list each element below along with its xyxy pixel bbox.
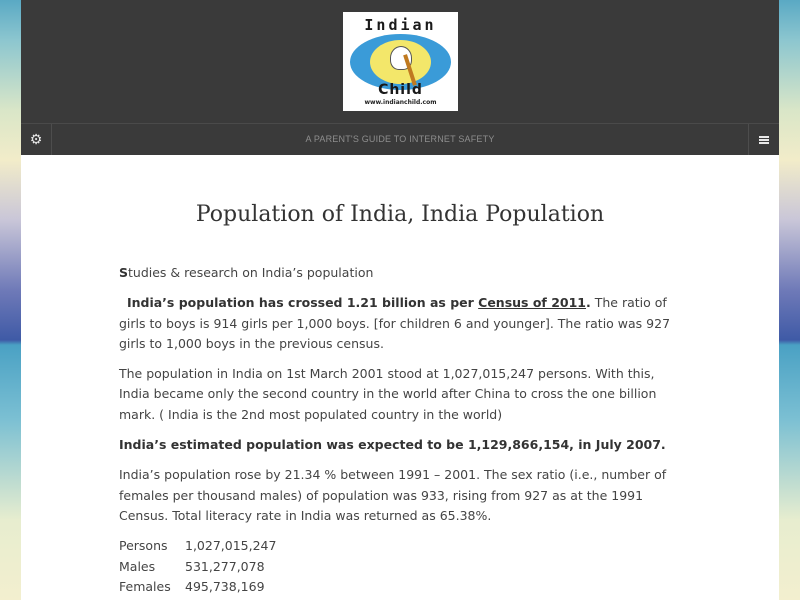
page-title: Population of India, India Population (195, 202, 605, 227)
stat-label: Persons (119, 538, 168, 554)
population-stats-table (119, 536, 359, 597)
stat-row (119, 557, 359, 577)
stat-value: 495,738,169 (185, 578, 265, 594)
paragraph-2001-population: The population in India on 1st March 2001 stood at 1,027,015,247 persons. With this, India became only the second country in the world after China to cross the one billion mark. ( India is the 2nd most populated country in the world) (119, 366, 657, 422)
navigation-bar (21, 123, 779, 155)
site-header (21, 0, 779, 123)
logo-bottom-text: Child (378, 82, 423, 98)
stat-label: Males (119, 558, 156, 574)
gear-icon: ⚙ (29, 131, 43, 148)
stat-row (119, 536, 359, 556)
logo-top-text: Indian (364, 16, 437, 34)
stat-label: Females (119, 578, 171, 594)
menu-button[interactable] (748, 124, 779, 155)
stat-row (119, 577, 359, 597)
paragraph-census: India’s population has crossed 1.21 billion as per Census of 2011. The ratio of girls to boys is 914 girls per 1,000 boys. [for children 6 and younger]. The ratio was 927 girls to 1,000 boys in the previous census. (119, 295, 671, 351)
stat-value: 531,277,078 (185, 558, 265, 574)
paragraph-growth: India’s population rose by 21.34 % between 1991 – 2001. The sex ratio (i.e., number of females per thousand males) of population was 933, rising from 927 as at the 1991 Census. Total literacy rate in India was returned as 65.38%. (119, 467, 667, 523)
logo-emblem-inner (370, 40, 431, 84)
census-2011-link[interactable]: Census of 2011 (478, 295, 587, 311)
article-body (119, 263, 683, 597)
site-tagline: A PARENT'S GUIDE TO INTERNET SAFETY (305, 134, 495, 144)
main-content (21, 155, 779, 600)
site-logo[interactable] (343, 12, 458, 111)
stat-value: 1,027,015,247 (185, 538, 277, 554)
paragraph-2007-estimate: India’s estimated population was expected to be 1,129,866,154, in July 2007. (119, 437, 666, 453)
hamburger-menu-icon (759, 136, 769, 144)
logo-url-text: www.indianchild.com (364, 99, 437, 106)
settings-button[interactable] (21, 124, 52, 155)
article-subtitle: Studies & research on India’s population (119, 265, 374, 280)
